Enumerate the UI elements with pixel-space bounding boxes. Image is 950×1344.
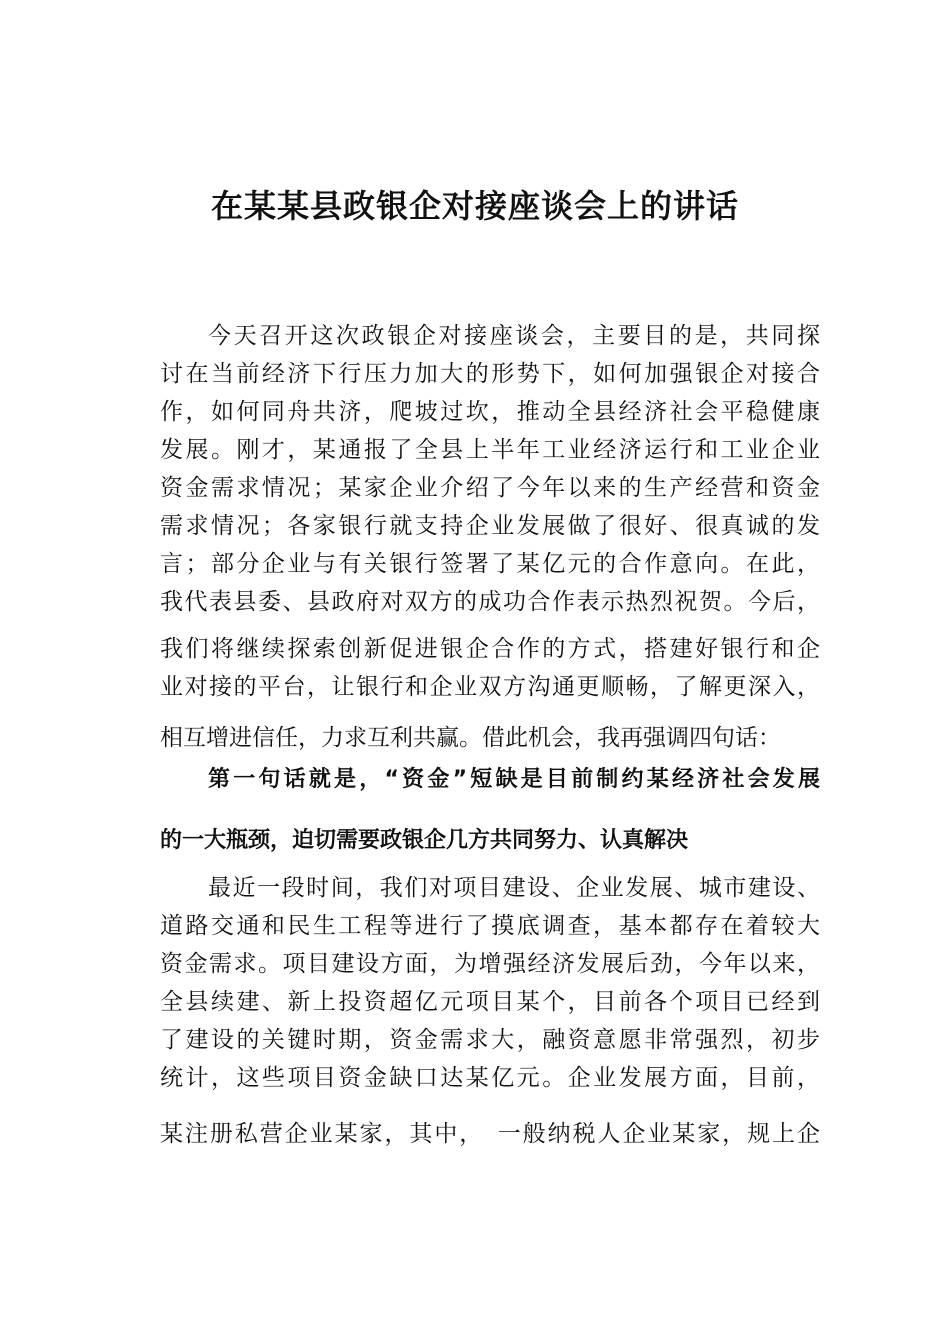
- page-title: 在某某县政银企对接座谈会上的讲话: [210, 187, 739, 225]
- paragraph-1-line-6: 需求情况；各家银行就支持企业发展做了很好、很真诚的发: [160, 513, 820, 539]
- paragraph-1-line-11: 相互增进信任，力求互利共赢。借此机会，我再强调四句话：: [160, 725, 781, 751]
- paragraph-2-line-4: 全县续建、新上投资超亿元项目某个，目前各个项目已经到: [160, 989, 820, 1015]
- paragraph-1-line-9: 我们将继续探索创新促进银企合作的方式，搭建好银行和企: [160, 636, 820, 662]
- paragraph-2-line-7: 某注册私营企业某家，其中， 一般纳税人企业某家，规上企: [160, 1121, 820, 1147]
- paragraph-2-line-5: 了建设的关键时期，资金需求大，融资意愿非常强烈，初步: [160, 1027, 820, 1053]
- paragraph-1-line-2: 讨在当前经济下行压力加大的形势下，如何加强银企对接合: [160, 361, 820, 387]
- paragraph-1-line-4: 发展。刚才，某通报了全县上半年工业经济运行和工业企业: [160, 437, 820, 463]
- section-heading-line-1: 第一句话就是，“资金”短缺是目前制约某经济社会发展: [208, 767, 820, 792]
- paragraph-1-line-5: 资金需求情况；某家企业介绍了今年以来的生产经营和资金: [160, 475, 820, 501]
- paragraph-2-line-3: 资金需求。项目建设方面，为增强经济发展后劲，今年以来，: [160, 951, 820, 977]
- paragraph-2-line-2: 道路交通和民生工程等进行了摸底调查，基本都存在着较大: [160, 913, 820, 939]
- paragraph-1-line-3: 作，如何同舟共济，爬坡过坎，推动全县经济社会平稳健康: [160, 399, 820, 425]
- paragraph-2-line-1: 最近一段时间，我们对项目建设、企业发展、城市建设、: [208, 875, 820, 901]
- paragraph-1-line-10: 业对接的平台，让银行和企业双方沟通更顺畅，了解更深入，: [160, 674, 820, 700]
- paragraph-1-line-8: 我代表县委、县政府对双方的成功合作表示热烈祝贺。今后，: [160, 589, 820, 615]
- paragraph-1-line-1: 今天召开这次政银企对接座谈会，主要目的是，共同探: [208, 323, 820, 349]
- section-heading-line-2: 的一大瓶颈，迫切需要政银企几方共同努力、认真解决: [160, 828, 689, 853]
- paragraph-2-line-6: 统计，这些项目资金缺口达某亿元。企业发展方面，目前，: [160, 1065, 820, 1091]
- paragraph-1-line-7: 言；部分企业与有关银行签署了某亿元的合作意向。在此，: [160, 551, 820, 577]
